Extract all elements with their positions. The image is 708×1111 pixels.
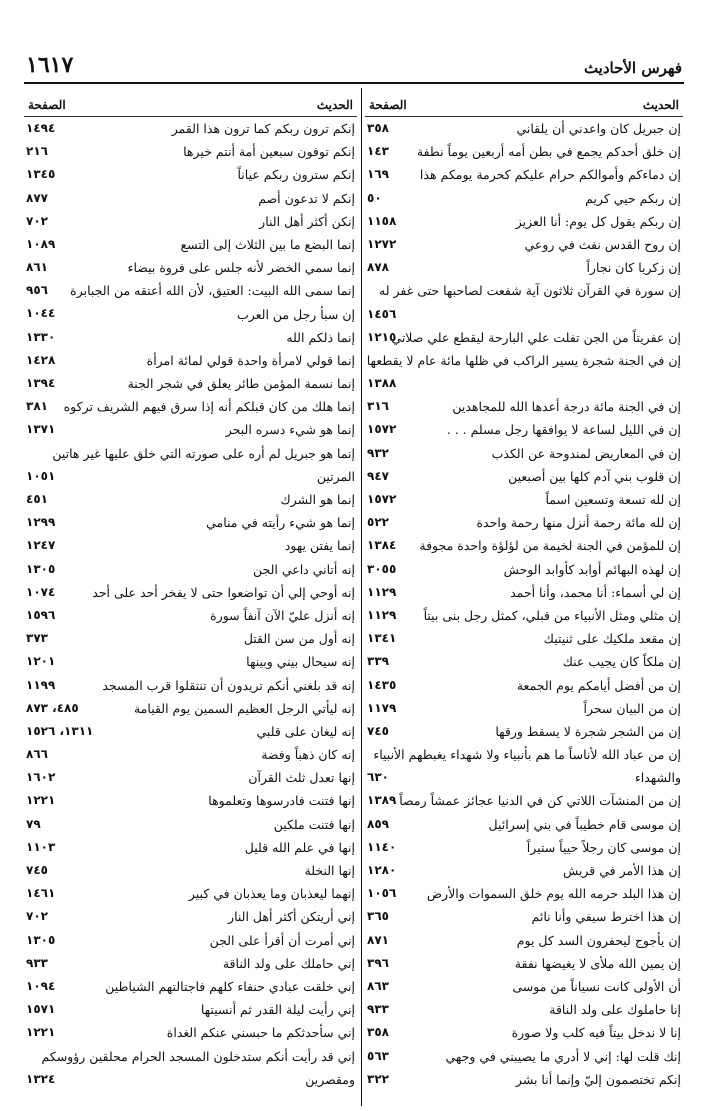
hadith-text: إن لهذه البهائم أوابد كأوابد الوحش: [503, 561, 681, 577]
index-entry: [24, 789, 357, 812]
hadith-text: إنما يفتن يهود: [284, 538, 355, 554]
page-reference: ١٠٤٤: [26, 306, 56, 321]
hadith-text: إنما هلك من كان قبلكم أنه إذا سرق فيهم الشريف تركوه: [63, 399, 355, 415]
page-reference: ٣٣٩: [367, 654, 389, 669]
page-number: ١٦١٧: [26, 52, 74, 78]
index-entry: [24, 163, 357, 186]
hadith-text: إن قلوب بني آدم كلها بين أصبعين: [508, 468, 681, 484]
hadith-text: إن في المعاريض لمندوحة عن الكذب: [491, 445, 681, 461]
index-entry: [365, 859, 683, 882]
index-entry: [365, 511, 683, 534]
index-entry: [24, 604, 357, 627]
page-reference: ١٤٥٦: [367, 306, 397, 321]
hadith-text: إنه ليأتي الرجل العظيم السمين يوم القيامة: [133, 700, 355, 716]
index-entry: [365, 395, 683, 418]
page-reference: ٦٣٠: [367, 770, 389, 785]
page-reference: ٤٨٥، ٨٧٣: [26, 700, 79, 715]
page-reference: ٧٩: [26, 816, 41, 831]
page-reference: ١٢٢١: [26, 793, 56, 808]
hadith-text: إنكم سترون ربكم عياناً: [237, 167, 355, 183]
page-header: [24, 50, 684, 84]
page-reference: ١٤٦١: [26, 886, 56, 901]
page-reference: ١٣٣٠: [26, 329, 56, 344]
index-entry: [24, 442, 357, 488]
index-entry: [24, 418, 357, 441]
hadith-text: إنا لا ندخل بيتاً فيه كلب ولا صورة: [511, 1025, 681, 1041]
index-entry: [24, 534, 357, 557]
index-entry: [365, 233, 683, 256]
index-entry: [24, 140, 357, 163]
page-reference: ١١٩٩: [26, 677, 56, 692]
index-entry: [24, 813, 357, 836]
index-entry: [365, 256, 683, 279]
hadith-column-header: الحديث: [316, 98, 353, 112]
hadith-text: إنا حاملوك على ولد الناقة: [549, 1002, 681, 1018]
index-entry: [365, 488, 683, 511]
hadith-text: إني خلقت عبادي حنفاء كلهم فاجتالتهم الشياطين: [105, 978, 355, 994]
hadith-text: إن في الليل لساعة لا يوافقها رجل مسلم . . .: [446, 422, 681, 438]
index-entry: [24, 766, 357, 789]
page-reference: ١١٤٠: [367, 839, 397, 854]
hadith-text: إن ملكاً كان يجيب عنك: [562, 654, 681, 670]
page-reference: ١٠٩٤: [26, 978, 56, 993]
index-entry: [24, 395, 357, 418]
page-reference: ١٢٠١: [26, 654, 56, 669]
index-entry: [24, 558, 357, 581]
hadith-text: إنما هو جبريل لم أره على صورته التي خلق عليها غير هاتين المرتين: [52, 445, 355, 484]
index-entry: [24, 349, 357, 372]
index-entry: [365, 140, 683, 163]
page-reference: ١٥٧١: [26, 1002, 56, 1017]
page-reference: ١٤٩٤: [26, 120, 56, 135]
hadith-text: إنما سمي الخضر لأنه جلس على فروة بيضاء: [127, 260, 355, 276]
index-entry: [365, 813, 683, 836]
page-reference: ١٣٨٩: [367, 793, 397, 808]
index-entry: [24, 697, 357, 720]
hadith-text: إنك قلت لها: إني لا أدري ما يصيبني في وجهي: [445, 1048, 681, 1064]
hadith-text: إن سورة في القرآن ثلاثون آية شفعت لصاحبها حتى غفر له: [379, 283, 681, 299]
hadith-text: إن من أفضل أيامكم يوم الجمعة: [516, 677, 681, 693]
index-entry: [365, 1045, 683, 1068]
page-reference: ١٣٠٥: [26, 561, 56, 576]
hadith-text: إنما هو شيء رأيته في منامي: [206, 515, 355, 531]
index-entry: [365, 720, 683, 743]
index-entry: [365, 187, 683, 210]
page-reference: ١١٥٨: [367, 213, 397, 228]
hadith-text: إن هذا اخترط سيفي وأنا نائم: [531, 909, 681, 925]
page-reference: ٥٦٣: [367, 1048, 389, 1063]
hadith-text: أن الأولى كانت نسياناً من موسى: [512, 978, 681, 994]
hadith-text: إنما هو الشرك: [280, 492, 355, 508]
index-entry: [365, 1068, 683, 1091]
page-reference: ١٢٨٠: [367, 863, 397, 878]
hadith-text: إنما هو شيء دسره البحر: [225, 422, 355, 438]
hadith-text: إنه أتاني داعي الجن: [252, 561, 355, 577]
hadith-text: إن خلق أحدكم يجمع في بطن أمه أربعين يوماً نطفة: [416, 144, 681, 160]
hadith-text: إن هذا البلد حرمه الله يوم خلق السموات والأرض: [426, 886, 681, 902]
hadith-text: إن موسى قام خطيباً في بني إسرائيل: [488, 816, 681, 832]
index-entry: [365, 581, 683, 604]
index-entry: [365, 465, 683, 488]
page-reference: ٨٧٨: [367, 260, 389, 275]
page-reference: ٣٦٥: [367, 909, 389, 924]
hadith-text: إنه كان ذهباً وفضة: [261, 747, 355, 763]
hadith-text: إن زكريا كان نجاراً: [586, 260, 681, 276]
page-reference: ٣٨١: [26, 399, 48, 414]
hadith-text: إني أمرت أن أقرأ على الجن: [209, 932, 355, 948]
hadith-text: إن عفريتاً من الجن تفلت علي البارحة ليقطع علي صلاتي: [391, 329, 681, 345]
hadith-text: إن من الشجر شجرة لا يسقط ورقها: [495, 723, 681, 739]
hadith-text: إنه أول من سن القتل: [243, 631, 355, 647]
page-reference: ٧٤٥: [367, 723, 389, 738]
hadith-text: إني قد رأيت أنكم ستدخلون المسجد الحرام محلقين رؤوسكم ومقصرين: [41, 1048, 355, 1087]
hadith-text: إن في الجنة شجرة يسير الراكب في ظلها مائة عام لا يقطعها: [366, 352, 681, 368]
index-entry: [365, 418, 683, 441]
index-entry: [24, 975, 357, 998]
index-entry: [365, 279, 683, 325]
index-entry: [365, 210, 683, 233]
page-reference: ٨٦٦: [26, 747, 48, 762]
hadith-text: إني حاملك على ولد الناقة: [222, 955, 355, 971]
index-entry: [365, 604, 683, 627]
hadith-text: إن يأجوج ليحفرون السد كل يوم: [516, 932, 681, 948]
index-entry: [365, 534, 683, 557]
hadith-text: إنهما ليعذبان وما يعذبان في كبير: [188, 886, 355, 902]
page-reference: ٧٠٢: [26, 909, 48, 924]
hadith-text: إن من عباد الله لأناساً ما هم بأنبياء ولا شهداء يغبطهم الأنبياء والشهداء: [373, 747, 681, 786]
index-entry: [365, 998, 683, 1021]
page-reference: ١٢٩٩: [26, 515, 56, 530]
index-entry: [24, 210, 357, 233]
page-column-header: الصفحة: [28, 98, 66, 112]
index-entry: [365, 674, 683, 697]
page-reference: ٣٩٦: [367, 955, 389, 970]
page-reference: ٨٦١: [26, 260, 48, 275]
page-reference: ١٢٧٢: [367, 236, 397, 251]
hadith-text: إنه أنزل عليّ الآن آنفاً سورة: [210, 607, 355, 623]
page-reference: ١٣٩٤: [26, 376, 56, 391]
page-reference: ١٤٢٨: [26, 352, 56, 367]
index-entry: [24, 627, 357, 650]
hadith-text: إن من البيان سحراً: [583, 700, 681, 716]
hadith-text: إنها فتنت فادرسوها وتعلموها: [208, 793, 355, 809]
hadith-text: إن لله مائة رحمة أنزل منها رحمة واحدة: [476, 515, 681, 531]
index-entry: [24, 581, 357, 604]
page-reference: ١٤٣٥: [367, 677, 397, 692]
page-reference: ٤٥١: [26, 492, 48, 506]
index-entry: [24, 303, 357, 326]
index-entry: [365, 627, 683, 650]
page-reference: ٧٤٥: [26, 863, 48, 877]
page-reference: ١٣٧١: [26, 422, 56, 437]
hadith-text: إنها فتنت ملكين: [273, 816, 355, 832]
hadith-column-header: الحديث: [642, 98, 679, 112]
index-entry: [24, 372, 357, 395]
index-entry: [365, 789, 683, 812]
index-entry: [365, 326, 683, 349]
hadith-text: إنها تعدل ثلث القرآن: [248, 770, 355, 786]
index-entry: [24, 720, 357, 743]
hadith-text: إنه قد بلغني أنكم تريدون أن تنتقلوا قرب المسجد: [102, 677, 355, 693]
hadith-text: إن سبأ رجل من العرب: [236, 306, 355, 322]
page-reference: ٣٧٣: [26, 631, 48, 646]
index-column-left: [24, 88, 357, 1091]
index-entry: [24, 674, 357, 697]
hadith-text: إن في الجنة مائة درجة أعدها الله للمجاهدين: [452, 399, 681, 415]
hadith-text: إن ربكم يقول كل يوم: أنا العزيز: [515, 213, 681, 229]
index-entry: [365, 163, 683, 186]
hadith-text: إني سأحدثكم ما حبسني عنكم الغداة: [166, 1025, 355, 1041]
page-reference: ٣٥٨: [367, 120, 389, 135]
index-entry: [365, 952, 683, 975]
column-divider: [361, 88, 362, 1106]
hadith-text: إنه ليغان على قلبي: [256, 723, 355, 739]
page-reference: ٨٧٧: [26, 190, 48, 205]
page-reference: ١٠٧٤: [26, 584, 56, 599]
hadith-text: إن هذا الأمر في قريش: [562, 863, 681, 879]
page-reference: ١٠٥٦: [367, 886, 397, 901]
page-reference: ١٣٤٥: [26, 167, 56, 182]
page-reference: ٩٣٢: [367, 445, 389, 460]
hadith-text: إنه أوحي إلي أن تواضعوا حتى لا يفخر أحد على أحد: [92, 584, 355, 600]
index-entry: [24, 256, 357, 279]
page-reference: ١٢٢١: [26, 1025, 56, 1040]
hadith-text: إن يمين الله ملأى لا يغيضها نفقة: [514, 955, 681, 971]
page-reference: ١٥٧٢: [367, 492, 397, 507]
page-reference: ٣١٦: [367, 399, 389, 414]
running-title: فهرس الأحاديث: [583, 59, 682, 77]
index-entry: [365, 836, 683, 859]
index-entry: [365, 905, 683, 928]
index-entry: [24, 117, 357, 140]
hadith-text: إن لله تسعة وتسعين اسماً: [545, 492, 681, 508]
hadith-text: إنها النخلة: [304, 863, 355, 879]
hadith-text: إنها في علم الله قليل: [244, 839, 355, 855]
page-reference: ٢١٦: [26, 144, 48, 159]
page-reference: ١٥٩٦: [26, 607, 56, 622]
index-entry: [365, 117, 683, 140]
hadith-list-left: [24, 117, 357, 1091]
index-entry: [24, 1045, 357, 1091]
page-reference: ٩٣٣: [367, 1002, 389, 1017]
page-reference: ١٢٤٧: [26, 538, 56, 553]
page-reference: ١٦٩: [367, 167, 389, 182]
page-reference: ٩٤٧: [367, 468, 389, 483]
column-header: [24, 88, 357, 117]
page-reference: ٨٧١: [367, 932, 389, 947]
index-entry: [24, 326, 357, 349]
index-entry: [24, 187, 357, 210]
hadith-text: إنما ذلكم الله: [286, 329, 355, 345]
hadith-text: إن مقعد ملكيك على ثنيتيك: [543, 631, 681, 647]
hadith-text: إنكم لا تدعون أصم: [258, 190, 355, 206]
page-reference: ٥٢٢: [367, 515, 389, 530]
hadith-text: إنكن أكثر أهل النار: [259, 213, 355, 229]
index-entry: [24, 836, 357, 859]
page-reference: ١٣٨٤: [367, 538, 397, 553]
index-entry: [365, 882, 683, 905]
page-column-header: الصفحة: [369, 98, 407, 112]
page-reference: ١٣٤١: [367, 631, 397, 646]
page-reference: ١٠٨٩: [26, 236, 56, 251]
index-entry: [365, 743, 683, 789]
hadith-text: إن دماءكم وأموالكم حرام عليكم كحرمة يومكم هذا: [419, 167, 681, 183]
index-entry: [365, 1021, 683, 1044]
index-entry: [24, 998, 357, 1021]
hadith-list-right: [365, 117, 683, 1091]
page-reference: ١٠٥١: [26, 468, 56, 483]
page-reference: ١١٢٩: [367, 584, 397, 599]
hadith-text: إنما سمى الله البيت: العتيق، لأن الله أعتقه من الجبابرة: [70, 283, 355, 299]
index-entry: [24, 859, 357, 882]
hadith-text: إن مثلي ومثل الأنبياء من قبلي، كمثل رجل بنى بيتاً: [423, 607, 681, 623]
hadith-text: إنما البضع ما بين الثلاث إلى التسع: [180, 236, 355, 252]
page-reference: ٣٠٥٥: [367, 561, 397, 576]
index-entry: [365, 442, 683, 465]
page-reference: ١٣٢٤: [26, 1071, 56, 1086]
hadith-text: إنما قولي لامرأة واحدة قولي لمائة امرأة: [146, 352, 355, 368]
page-reference: ١٥٧٢: [367, 422, 397, 437]
page-reference: ٣٥٨: [367, 1025, 389, 1040]
index-entry: [365, 349, 683, 395]
page-reference: ٨٥٩: [367, 816, 389, 831]
page-reference: ١٤٣: [367, 144, 389, 159]
page-reference: ١١٠٣: [26, 839, 56, 854]
index-entry: [365, 697, 683, 720]
hadith-text: إنما نسمة المؤمن طائر يعلق في شجر الجنة: [127, 376, 355, 392]
page-reference: ١٣٨٨: [367, 376, 397, 391]
index-column-right: [365, 88, 683, 1091]
index-entry: [24, 952, 357, 975]
hadith-text: إن روح القدس نفث في روعي: [524, 236, 681, 252]
page-reference: ٨٦٣: [367, 978, 389, 993]
hadith-text: إن ربكم حيي كريم: [585, 190, 681, 206]
index-entry: [24, 905, 357, 928]
hadith-text: إنه سيحال بيني وبينها: [246, 654, 355, 670]
hadith-text: إن جبريل كان واعدني أن يلقاني: [516, 121, 681, 136]
index-entry: [24, 279, 357, 302]
index-entry: [365, 650, 683, 673]
page-reference: ١١٢٩: [367, 607, 397, 622]
index-entry: [24, 1021, 357, 1044]
page-reference: ٩٥٦: [26, 283, 48, 298]
hadith-text: إنكم تختصمون إليّ وإنما أنا بشر: [515, 1071, 681, 1087]
hadith-text: إن للمؤمن في الجنة لخيمة من لؤلؤة واحدة مجوفة: [419, 538, 681, 554]
hadith-text: إنكم ترون ربكم كما ترون هذا القمر: [171, 121, 355, 136]
index-entry: [365, 975, 683, 998]
page-reference: ١٣٠٥: [26, 932, 56, 947]
hadith-text: إنكم توفون سبعين أمة أنتم خيرها: [183, 144, 355, 160]
page-reference: ٣٢٢: [367, 1071, 389, 1086]
hadith-text: إني رأيت ليلة القدر ثم أنسيتها: [200, 1002, 355, 1018]
hadith-text: إن من المنشآت اللاتي كن في الدنيا عجائز عمشاً رمصاً: [399, 793, 681, 809]
hadith-text: إن لي أسماء: أنا محمد، وأنا أحمد: [510, 584, 681, 600]
index-entry: [24, 511, 357, 534]
page-reference: ٧٠٢: [26, 213, 48, 228]
hadith-text: إني أريتكن أكثر أهل النار: [228, 909, 355, 925]
page-reference: ٩٣٣: [26, 955, 48, 970]
index-entry: [24, 743, 357, 766]
index-entry: [365, 929, 683, 952]
column-header: [365, 88, 683, 117]
index-entry: [24, 882, 357, 905]
index-entry: [24, 488, 357, 511]
hadith-text: إن موسى كان رجلاً حيياً ستيراً: [526, 839, 681, 855]
page-reference: ١٦٠٢: [26, 770, 56, 785]
page-reference: ١١٧٩: [367, 700, 397, 715]
page-reference: ١٢١٥: [367, 329, 397, 344]
index-entry: [24, 233, 357, 256]
index-entry: [24, 929, 357, 952]
page-reference: ٥٠: [367, 190, 382, 205]
index-entry: [24, 650, 357, 673]
index-entry: [365, 558, 683, 581]
page-reference: ١٣١١، ١٥٢٦: [26, 723, 94, 738]
